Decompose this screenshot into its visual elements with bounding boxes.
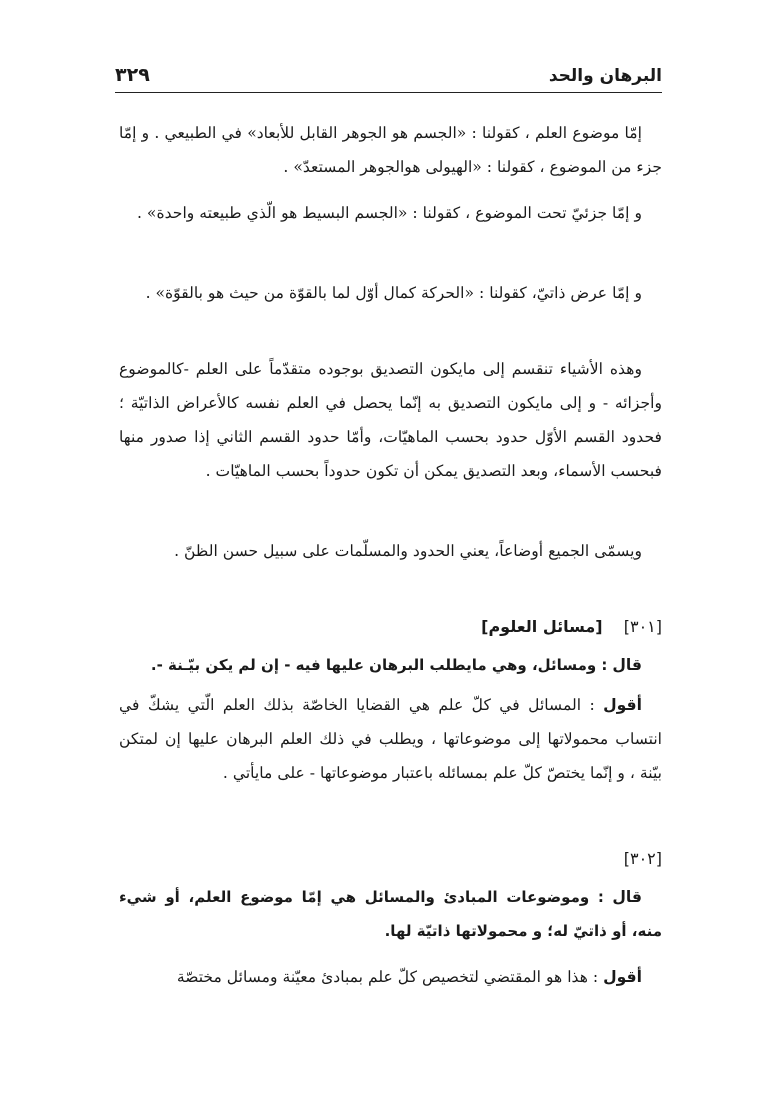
section-number-302: [٣٠٢] <box>623 849 662 868</box>
aqul-paragraph-302 <box>119 960 662 994</box>
qal-label: قال <box>612 656 642 674</box>
section-title-301: [مسائل العلوم] <box>481 617 603 636</box>
paragraph-accident: و إمّا عرض ذاتيّ، كقولنا : «الحركة كمال أوّل لما بالقوّة من حيث هو بالقوّة» . <box>145 284 642 302</box>
aqul-label: أقول <box>603 696 642 714</box>
qal-text-301: : ومسائل، وهي مايطلب البرهان عليها فيه - إن لم يكن بيّـنة -. <box>150 656 608 674</box>
section-heading-302 <box>119 842 662 876</box>
running-title: البرهان والحد <box>548 66 662 86</box>
aqul-paragraph-301 <box>119 688 662 790</box>
qal-text-302: : وموضوعات المبادئ والمسائل هي إمّا موضوع العلم، أو شيء منه، أو ذاتيّ له؛ و محمولاتها ذاتيّة لها. <box>119 888 662 940</box>
aqul-text-301: : المسائل في كلّ علم هي القضايا الخاصّة بذلك العلم الّتي يشكّ في انتساب محمولاتها إلى موضوعاتها ، ويطلب في ذلك العلم البرهان عليها إن لمتكن بيّنة ، و إنّما يختصّ كلّ علم بمسائله باعتبار موضوعاتها - على مايأتي . <box>119 696 662 782</box>
paragraph-division: وهذه الأشياء تنقسم إلى مايكون التصديق بوجوده متقدّماً على العلم -كالموضوع وأجزائه - و إلى مايكون التصديق به إنّما يحصل في العلم نفسه كالأعراض الذاتيّة ؛ فحدود القسم الأوّل حدود بحسب الماهيّات، وأمّا حدود القسم الثاني إذا صدور منها فبحسب الأسماء، وبعد التصديق يمكن أن تكون حدوداً بحسب الماهيّات . <box>119 360 662 480</box>
qal-label: قال <box>612 888 642 906</box>
paragraph-postulates: ويسمّى الجميع أوضاعاً، يعني الحدود والمسلّمات على سبيل حسن الظنّ . <box>174 542 642 560</box>
page-header <box>115 62 662 93</box>
page-number: ٣٢٩ <box>115 64 150 86</box>
aqul-text-302: : هذا هو المقتضي لتخصيص كلّ علم بمبادئ معيّنة ومسائل مختصّة <box>176 968 599 986</box>
aqul-label: أقول <box>603 968 642 986</box>
qal-paragraph-302 <box>119 880 662 948</box>
paragraph-subject: إمّا موضوع العلم ، كقولنا : «الجسم هو الجوهر القابل للأبعاد» في الطبيعي . و إمّا جزء من الموضوع ، كقولنا : «الهيولى هوالجوهر المستعدّ» . <box>119 124 662 176</box>
paragraph-particular: و إمّا جزئيّ تحت الموضوع ، كقولنا : «الجسم البسيط هو الّذي طبيعته واحدة» . <box>137 204 642 222</box>
section-heading-301 <box>119 610 662 644</box>
section-number-301: [٣٠١] <box>623 617 662 636</box>
qal-paragraph-301 <box>119 648 662 682</box>
